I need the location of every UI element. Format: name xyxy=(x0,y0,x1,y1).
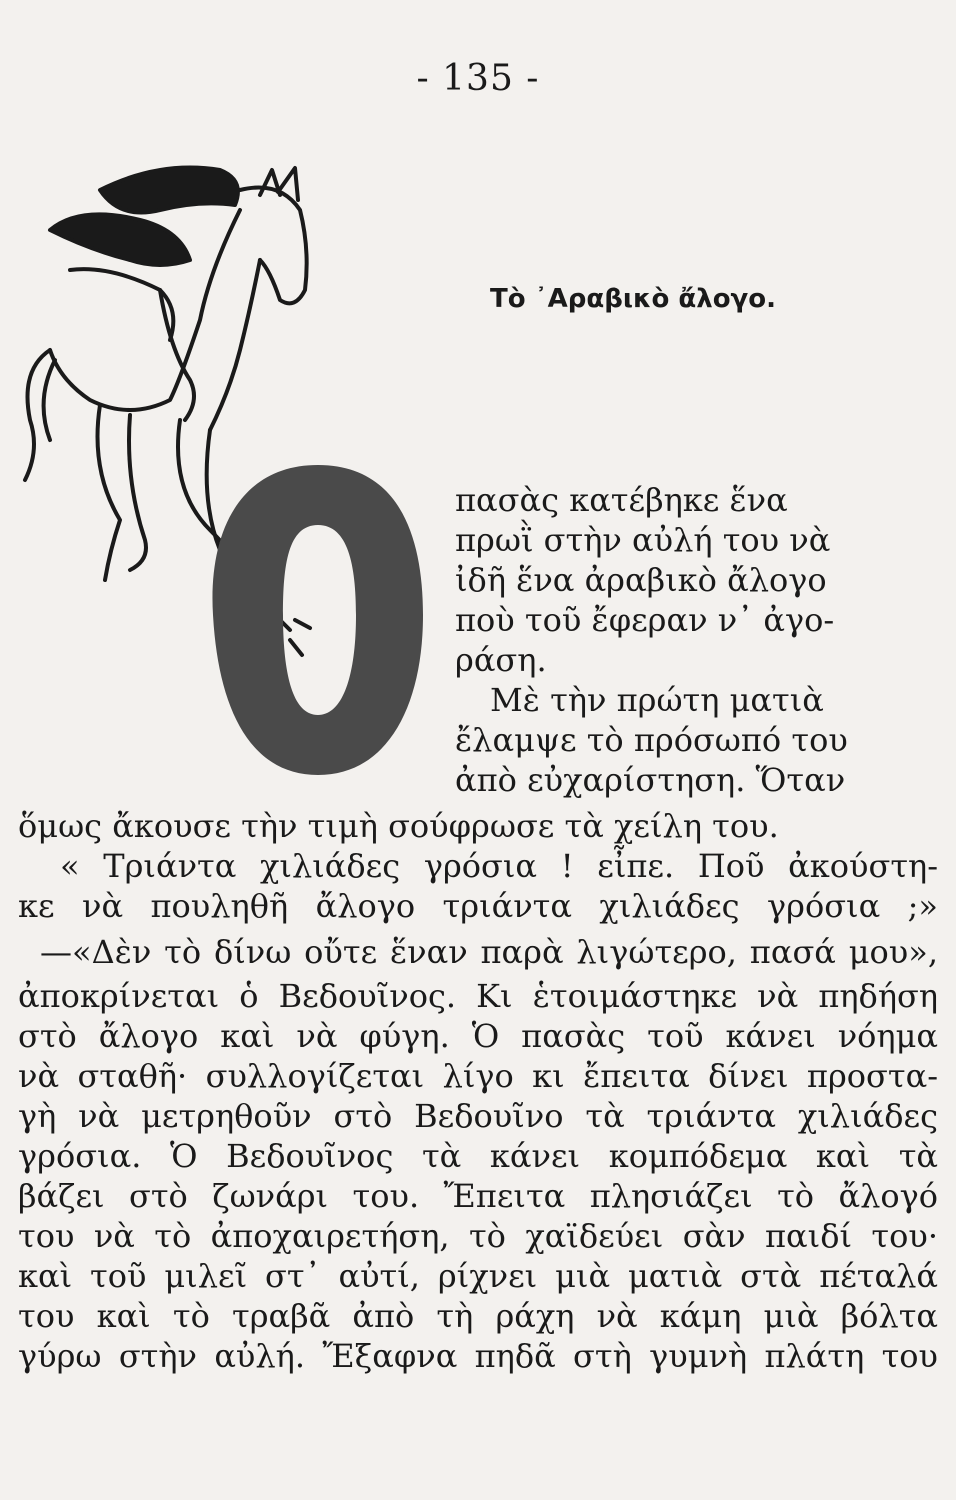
text-line: στὸ ἄλογο καὶ νὰ φύγη. Ὁ πασὰς τοῦ κάνει νόημα xyxy=(18,1017,938,1055)
text-line: γὴ νὰ μετρηθοῦν στὸ Βεδουῖνο τὰ τριάντα χιλιάδες xyxy=(18,1097,938,1135)
text-line: καὶ τοῦ μιλεῖ στ᾿ αὐτί, ρίχνει μιὰ ματιὰ στὰ πέταλά xyxy=(18,1257,938,1295)
text-line: ποὺ τοῦ ἔφεραν ν᾿ ἀγο- xyxy=(455,601,835,639)
text-line: βάζει στὸ ζωνάρι του. Ἔπειτα πλησιάζει τὸ ἄλογό xyxy=(18,1177,938,1215)
text-line: γύρω στὴν αὐλή. Ἔξαφνα πηδᾶ στὴ γυμνὴ πλάτη του xyxy=(18,1337,938,1375)
text-line: νὰ σταθῆ· συλλογίζεται λίγο κι ἔπειτα δίνει προστα- xyxy=(18,1057,938,1095)
illustration-caption: Τὸ ᾿Αραβικὸ ἄλογο. xyxy=(490,284,776,314)
text-line: του καὶ τὸ τραβᾶ ἀπὸ τὴ ράχη νὰ κάμη μιὰ βόλτα xyxy=(18,1297,938,1335)
text-line: γρόσια. Ὁ Βεδουῖνος τὰ κάνει κομπόδεμα καὶ τὰ xyxy=(18,1137,938,1175)
drop-cap-initial xyxy=(188,455,448,785)
page-number: - 135 - xyxy=(416,58,540,99)
text-line: —«Δὲν τὸ δίνω οὔτε ἕναν παρὰ λιγώτερο, πασά μου», xyxy=(40,933,938,971)
text-line: ἀπὸ εὐχαρίστηση. Ὅταν xyxy=(455,761,846,799)
text-line: ἰδῆ ἕνα ἀραβικὸ ἄλογο xyxy=(455,561,827,599)
text-line: κε νὰ πουληθῆ ἄλογο τριάντα χιλιάδες γρόσια ;» xyxy=(18,887,938,925)
drop-cap-letter: Ο xyxy=(188,455,189,456)
text-line: ὅμως ἄκουσε τὴν τιμὴ σούφρωσε τὰ χείλη του. xyxy=(18,807,779,845)
text-line: του νὰ τὸ ἀποχαιρετήση, τὸ χαϊδεύει σὰν παιδί του· xyxy=(18,1217,938,1255)
text-line: πασὰς κατέβηκε ἕνα xyxy=(455,481,788,519)
text-line: πρωῒ στὴν αὐλή του νὰ xyxy=(455,521,831,559)
text-line: Μὲ τὴν πρώτη ματιὰ xyxy=(490,681,824,719)
text-line: ἔλαμψε τὸ πρόσωπό του xyxy=(455,721,848,759)
text-line: ράση. xyxy=(455,641,547,679)
text-line: ἀποκρίνεται ὁ Βεδουῖνος. Κι ἑτοιμάστηκε νὰ πηδήση xyxy=(18,977,938,1015)
text-line: « Τριάντα χιλιάδες γρόσια ! εἶπε. Ποῦ ἀκούστη- xyxy=(60,847,938,885)
